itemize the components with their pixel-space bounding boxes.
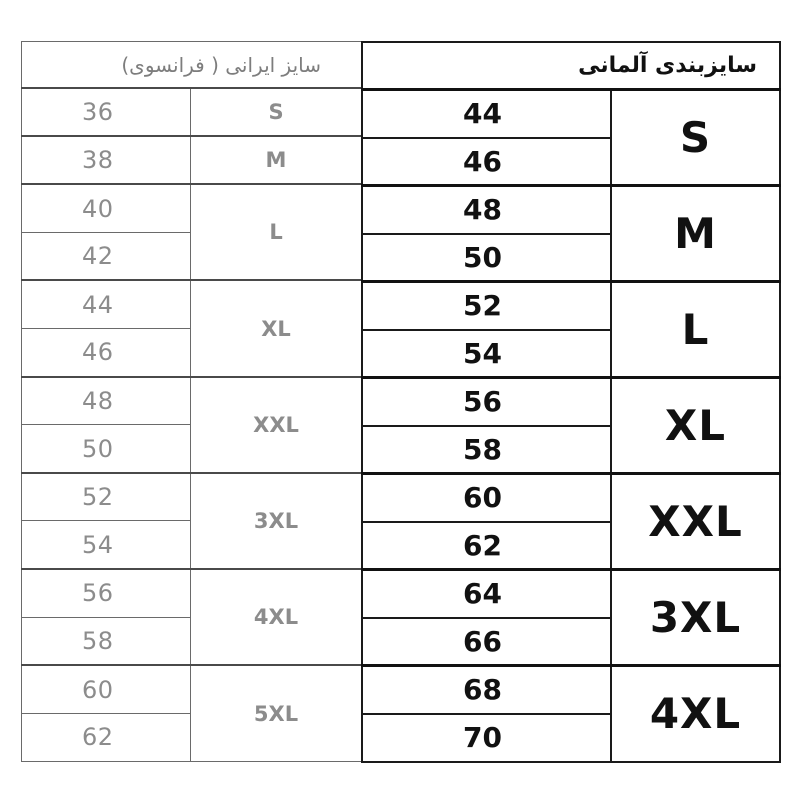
international-size-cell: 3XL [611,570,780,666]
french-size-cell: 44 [22,280,191,328]
table-row [362,186,780,234]
german-size-cell: 48 [362,186,611,234]
international-size-cell: L [611,282,780,378]
iranian-french-size-table [21,41,362,762]
table-row [22,665,362,713]
german-size-cell: 50 [362,234,611,282]
german-size-table [361,41,781,763]
french-size-cell: 54 [22,521,191,569]
german-size-cell: 60 [362,474,611,522]
table-row [362,570,780,618]
table-row [22,184,362,232]
french-size-cell: 62 [22,713,191,761]
french-size-cell: 56 [22,569,191,617]
table-row [362,282,780,330]
german-size-cell: 56 [362,378,611,426]
international-size-cell: S [611,90,780,186]
german-size-cell: 54 [362,330,611,378]
german-size-header: سایزبندی آلمانی [362,42,780,90]
french-size-cell: 58 [22,617,191,665]
international-size-cell: XXL [611,474,780,570]
iranian-size-cell: 4XL [191,569,362,665]
german-size-cell: 52 [362,282,611,330]
table-row [362,474,780,522]
french-size-cell: 36 [22,88,191,136]
table-row [22,377,362,425]
german-size-cell: 58 [362,426,611,474]
german-size-cell: 46 [362,138,611,186]
french-size-cell: 52 [22,473,191,521]
international-size-cell: 4XL [611,666,780,762]
german-size-cell: 44 [362,90,611,138]
iranian-size-cell: XL [191,280,362,376]
table-row [22,569,362,617]
french-size-cell: 48 [22,377,191,425]
german-size-cell: 68 [362,666,611,714]
table-row [22,473,362,521]
french-size-cell: 50 [22,425,191,473]
french-size-cell: 38 [22,136,191,184]
french-size-cell: 46 [22,329,191,377]
table-row [362,90,780,138]
table-row [22,280,362,328]
table-row [22,136,362,184]
international-size-cell: XL [611,378,780,474]
iranian-size-cell: XXL [191,377,362,473]
iranian-size-cell: 5XL [191,665,362,761]
table-row [362,666,780,714]
iranian-size-cell: 3XL [191,473,362,569]
french-size-cell: 40 [22,184,191,232]
french-size-cell: 60 [22,665,191,713]
german-size-cell: 70 [362,714,611,762]
table-row [362,378,780,426]
iranian-size-cell: S [191,88,362,136]
german-size-cell: 66 [362,618,611,666]
table-row [22,88,362,136]
iranian-size-cell: L [191,184,362,280]
international-size-cell: M [611,186,780,282]
french-size-cell: 42 [22,232,191,280]
iranian-size-header: سایز ایرانی ( فرانسوی) [22,42,362,89]
iranian-size-cell: M [191,136,362,184]
german-size-cell: 64 [362,570,611,618]
german-size-cell: 62 [362,522,611,570]
